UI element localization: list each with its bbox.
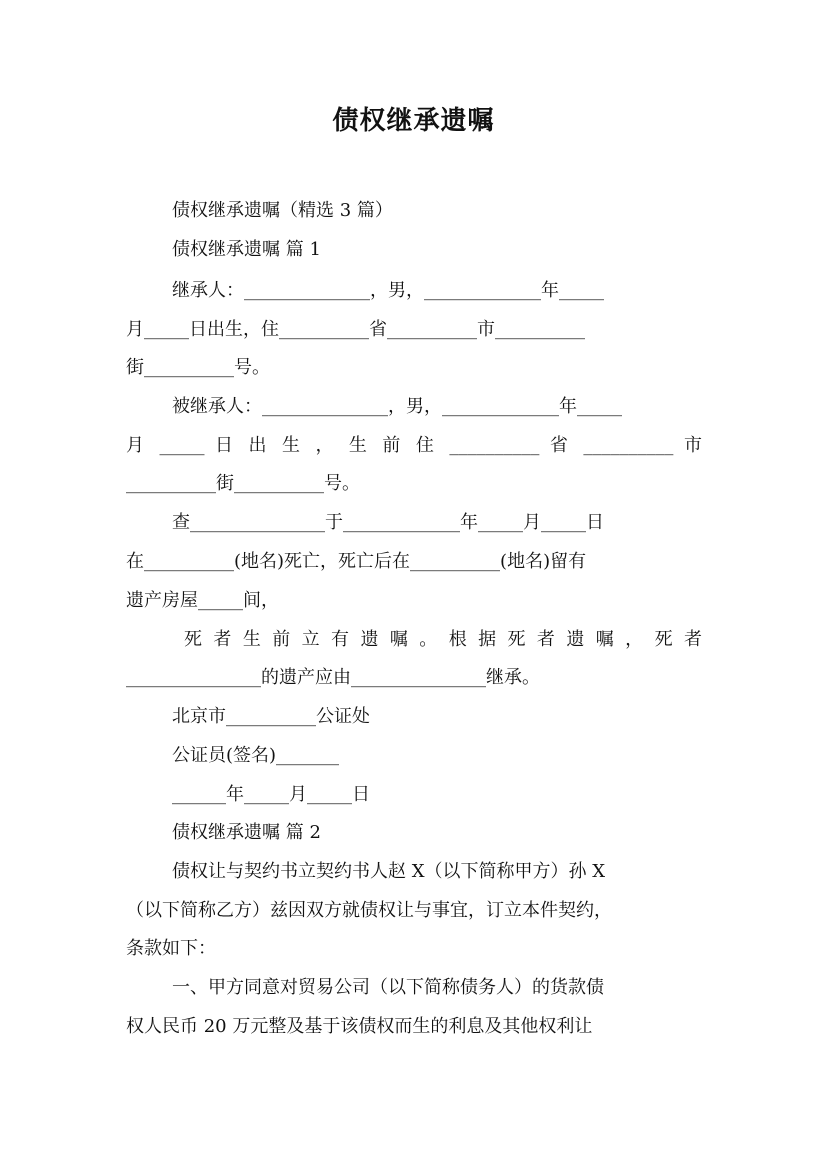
section-heading-2: 债权继承遗嘱 篇 2 [172,822,321,843]
date-line: ______年_____月_____日 [172,784,370,805]
paragraph-line: 一、甲方同意对贸易公司（以下简称债务人）的货款债 [172,977,604,998]
paragraph-line: 在__________(地名)死亡，死亡后在__________(地名)留有 [126,551,587,572]
paragraph-line: 被继承人：______________，男，_____________年_____ [172,396,622,417]
paragraph-line: 继承人：______________，男，_____________年_____ [172,280,604,301]
section-heading-1: 债权继承遗嘱 篇 1 [172,239,321,260]
subtitle-line: 债权继承遗嘱（精选 3 篇） [172,200,393,221]
paragraph-line: 债权让与契约书立契约书人赵 X（以下简称甲方）孙 X [172,861,606,882]
paragraph-line: 条款如下： [126,938,216,959]
paragraph-line: 死 者 生 前 立 有 遗 嘱 。 根 据 死 者 遗 嘱 ， 死 者 [184,629,702,650]
paragraph-line: 月 _____ 日 出 生 ， 生 前 住 __________ 省 __________ 市 [126,435,702,456]
paragraph-line: 权人民币 20 万元整及基于该债权而生的利息及其他权利让 [126,1016,593,1037]
notary-signature-line: 公证员(签名)_______ [172,745,340,766]
paragraph-line: 查_______________于_____________年_____月_____日 [172,512,604,533]
notary-office-line: 北京市__________公证处 [172,706,370,727]
paragraph-line: 月_____日出生，住__________省__________市__________ [126,319,585,340]
paragraph-line: _______________的遗产应由_______________继承。 [126,667,540,688]
paragraph-line: 街__________号。 [126,357,270,378]
document-title: 债权继承遗嘱 [332,106,495,136]
paragraph-line: 遗产房屋_____间， [126,590,279,611]
paragraph-line: （以下简称乙方）兹因双方就债权让与事宜，订立本件契约， [126,900,612,921]
paragraph-line: __________街__________号。 [126,473,360,494]
